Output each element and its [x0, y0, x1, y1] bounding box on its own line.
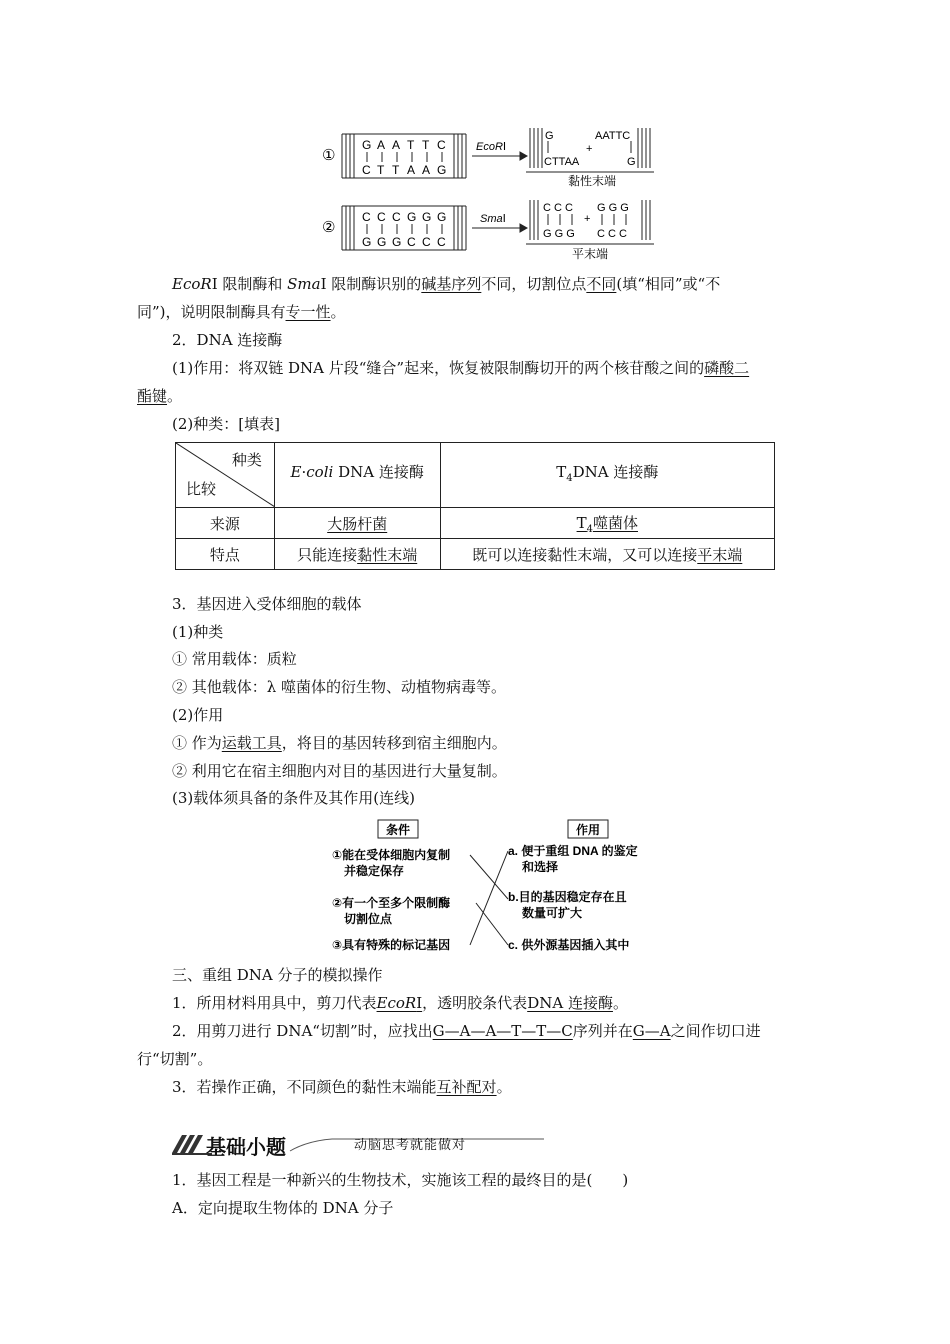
text-run: 之间作切口进 — [670, 1022, 761, 1040]
table-row — [176, 443, 775, 508]
text-run: ，透明胶条代表 — [422, 994, 528, 1012]
row1-frag-right-top: AATTC — [595, 130, 631, 142]
simulation-item-3 — [172, 1077, 512, 1097]
row2-number: ② — [322, 219, 336, 236]
row1-top-base: A — [377, 138, 386, 152]
text-run: Ⅰ — [416, 994, 423, 1012]
row2-top-base: C — [377, 210, 386, 224]
row1-end-label: 黏性末端 — [568, 174, 617, 188]
right-header: 作用 — [576, 823, 601, 837]
text-run: (填“相同”或“不 — [616, 275, 721, 293]
ligase-kinds-heading: (2)种类：[填表] — [172, 415, 280, 433]
text-run: 。 — [612, 994, 628, 1012]
para-restriction-specificity-cont — [137, 302, 346, 322]
text-run: ，将目的基因转移到宿主细胞内。 — [281, 734, 507, 752]
text-run: 4 — [586, 523, 593, 535]
row2-top-base: C — [392, 210, 401, 224]
row2-dna-strand — [342, 206, 466, 250]
vector-conditions: (3)载体须具备的条件及其作用(连线) — [172, 789, 415, 807]
matching-lines — [470, 851, 508, 945]
cell-ecoli-source — [274, 508, 440, 539]
row1-frag-right-bottom: G — [627, 156, 636, 168]
text-run: 4 — [566, 473, 573, 484]
row2-bottom-base: G — [377, 235, 387, 249]
answer-cut-site: G—A — [632, 1022, 671, 1040]
text-run — [576, 513, 638, 535]
row1-bottom-base: T — [392, 163, 400, 177]
vector-other: ② 其他载体：λ 噬菌体的衍生物、动植物病毒等。 — [172, 678, 507, 696]
row1-frag-left-top: G — [545, 130, 554, 142]
row2-enzyme-suffix: Ⅰ — [502, 213, 506, 225]
text-run: 噬菌体 — [592, 513, 638, 532]
enzyme-sma: Sma — [287, 275, 321, 293]
text-run: 不同，切割位点 — [481, 275, 587, 293]
row2-top-base: C — [362, 210, 371, 224]
row2-arrow — [472, 224, 527, 232]
cell-t4-source — [440, 508, 774, 539]
text-run: (1)作用：将双链 DNA 片段“缝合”起来，恢复被限制酶切开的两个核苷酸之间的 — [172, 359, 705, 377]
text-run: 同”)，说明限制酶具有 — [137, 303, 286, 321]
answer-phosphodiester-2: 酯键 — [137, 387, 168, 405]
left-item-2-line1: ②有一个至多个限制酶 — [332, 896, 451, 910]
vector-kinds: (1)种类 — [172, 623, 224, 641]
question-1-option-a: A．定向提取生物体的 DNA 分子 — [172, 1199, 394, 1217]
row2-frag-left-top: C C C — [543, 202, 573, 214]
text-run: 黏性末端 — [357, 545, 418, 564]
row2-bottom-base: C — [422, 235, 431, 249]
text-run: 大肠杆菌 — [327, 514, 388, 533]
simulation-item-1 — [172, 993, 628, 1013]
row1-top-base: T — [407, 138, 415, 152]
row1-plus: + — [586, 143, 593, 155]
row1-arrow — [472, 152, 527, 160]
row1-top-base: G — [362, 138, 372, 152]
row-label-source: 来源 — [176, 508, 275, 539]
right-item-b-line1: b.目的基因稳定存在且 — [508, 890, 627, 904]
right-item-a-line1: a. 便于重组 DNA 的鉴定 — [508, 844, 638, 858]
text-run: 平末端 — [697, 545, 743, 564]
section-vector-title: 3．基因进入受体细胞的载体 — [172, 595, 362, 613]
row2-top-base: G — [422, 210, 432, 224]
row1-top-base: C — [437, 138, 446, 152]
answer-phosphodiester-1: 磷酸二 — [704, 359, 750, 377]
answer-different: 不同 — [586, 275, 617, 293]
row2-top-base: G — [437, 210, 447, 224]
vector-common: ① 常用载体：质粒 — [172, 650, 297, 668]
text-run: 3．若操作正确，不同颜色的黏性末端能 — [172, 1078, 437, 1096]
row2-top-base: G — [407, 210, 417, 224]
ligase-function-cont — [137, 386, 182, 406]
corner-bottom-label: 比较 — [186, 480, 217, 498]
ligase-function — [172, 358, 749, 378]
row1-dna-strand — [342, 134, 466, 178]
answer-transport-tool: 运载工具 — [221, 734, 282, 752]
text-run: ① 作为 — [172, 734, 222, 752]
text-run: 。 — [330, 303, 346, 321]
table-row — [176, 539, 775, 570]
row2-plus: + — [584, 213, 591, 225]
text-run: T — [556, 463, 567, 481]
row2-bottom-base: G — [392, 235, 402, 249]
simulation-item-2-cont: 行“切割”。 — [137, 1050, 213, 1068]
row2-frag-right-top: G G G — [597, 202, 629, 214]
right-item-c: c. 供外源基因插入其中 — [508, 938, 630, 952]
matching-diagram — [330, 815, 660, 960]
left-item-2-line2: 切割位点 — [344, 912, 393, 926]
row1-enzyme-name: EcoR — [476, 141, 503, 153]
col-header-ecoli — [274, 443, 440, 508]
svg-text:SmaⅠ — [480, 213, 506, 225]
col-header-t4 — [440, 443, 774, 508]
section-ligase-title: 2．DNA 连接酶 — [172, 331, 283, 349]
corner-top-label: 种类 — [231, 451, 262, 469]
text-run: 1．所用材料用具中，剪刀代表 — [172, 994, 377, 1012]
row2-enzyme-name: Sma — [480, 213, 503, 225]
enzyme-ecor: EcoR — [172, 275, 212, 293]
table-row — [176, 508, 775, 539]
row2-frag-right-bottom: C C C — [597, 228, 627, 240]
restriction-cut-diagram — [320, 122, 660, 272]
text-run: 既可以连接黏性末端，又可以连接 — [472, 545, 698, 564]
row-label-feature: 特点 — [176, 539, 275, 570]
row1-frag-left-bottom: CTTAA — [544, 156, 580, 168]
row1-number: ① — [322, 147, 336, 164]
row1-top-base: A — [392, 138, 401, 152]
answer-base-sequence: 碱基序列 — [421, 275, 482, 293]
simulation-item-2 — [172, 1021, 761, 1041]
para-restriction-specificity — [172, 274, 720, 294]
match-line — [470, 855, 508, 899]
ligase-comparison-table — [175, 442, 775, 570]
left-header: 条件 — [386, 823, 411, 837]
row2-end-label: 平末端 — [572, 247, 609, 261]
text-run: coli — [306, 463, 334, 481]
svg-text:EcoRⅠ — [476, 141, 506, 153]
text-run: Ⅰ 限制酶识别的 — [320, 275, 422, 293]
answer-specificity: 专一性 — [285, 303, 331, 321]
text-run: EcoR — [376, 994, 417, 1012]
match-line — [476, 903, 508, 945]
row1-top-base: T — [422, 138, 430, 152]
answer-complementary: 互补配对 — [436, 1078, 497, 1096]
text-run: E — [290, 463, 302, 481]
basic-questions-banner — [172, 1131, 552, 1157]
row1-bottom-base: C — [362, 163, 371, 177]
text-run: 只能连接 — [297, 545, 358, 564]
row1-bottom-base: T — [377, 163, 385, 177]
cell-t4-feature — [440, 539, 774, 570]
right-item-b-line2: 数量可扩大 — [522, 906, 583, 920]
row1-bottom-base: A — [422, 163, 431, 177]
left-item-1-line1: ①能在受体细胞内复制 — [332, 848, 451, 862]
row2-bottom-base: C — [437, 235, 446, 249]
answer-sequence: G—A—A—T—T—C — [432, 1022, 573, 1040]
text-run: DNA 连接酶 — [572, 463, 659, 481]
text-run: · — [301, 463, 307, 481]
answer-ecori — [377, 994, 423, 1012]
banner-subtitle: 动脑思考就能做对 — [354, 1138, 467, 1153]
cell-ecoli-feature — [274, 539, 440, 570]
row1-bottom-base: G — [437, 163, 447, 177]
question-1: 1．基因工程是一种新兴的生物技术，实施该工程的最终目的是( ) — [172, 1171, 629, 1189]
text-run: 序列并在 — [572, 1022, 633, 1040]
answer-dna-ligase: DNA 连接酶 — [527, 994, 613, 1012]
text-run: 。 — [496, 1078, 512, 1096]
table-corner-cell — [176, 443, 275, 508]
text-run: T — [576, 513, 587, 532]
row2-bottom-base: G — [362, 235, 372, 249]
section-simulation-title: 三、重组 DNA 分子的模拟操作 — [172, 966, 383, 984]
right-item-a-line2: 和选择 — [522, 860, 559, 874]
vector-function: (2)作用 — [172, 706, 224, 724]
vector-function-2: ② 利用它在宿主细胞内对目的基因进行大量复制。 — [172, 762, 507, 780]
left-item-1-line2: 并稳定保存 — [344, 864, 405, 878]
row2-bottom-base: C — [407, 235, 416, 249]
left-item-3: ③具有特殊的标记基因 — [332, 938, 451, 952]
text-run: 2．用剪刀进行 DNA“切割”时，应找出 — [172, 1022, 433, 1040]
text-run: 。 — [167, 387, 183, 405]
text-run: Ⅰ 限制酶和 — [211, 275, 288, 293]
row1-bottom-base: A — [407, 163, 416, 177]
match-line — [470, 851, 508, 945]
row1-enzyme-suffix: Ⅰ — [502, 141, 507, 153]
text-run: DNA 连接酶 — [333, 463, 424, 481]
banner-title: 基础小题 — [206, 1135, 286, 1159]
vector-function-1 — [172, 733, 507, 753]
row2-frag-left-bottom: G G G — [543, 228, 575, 240]
